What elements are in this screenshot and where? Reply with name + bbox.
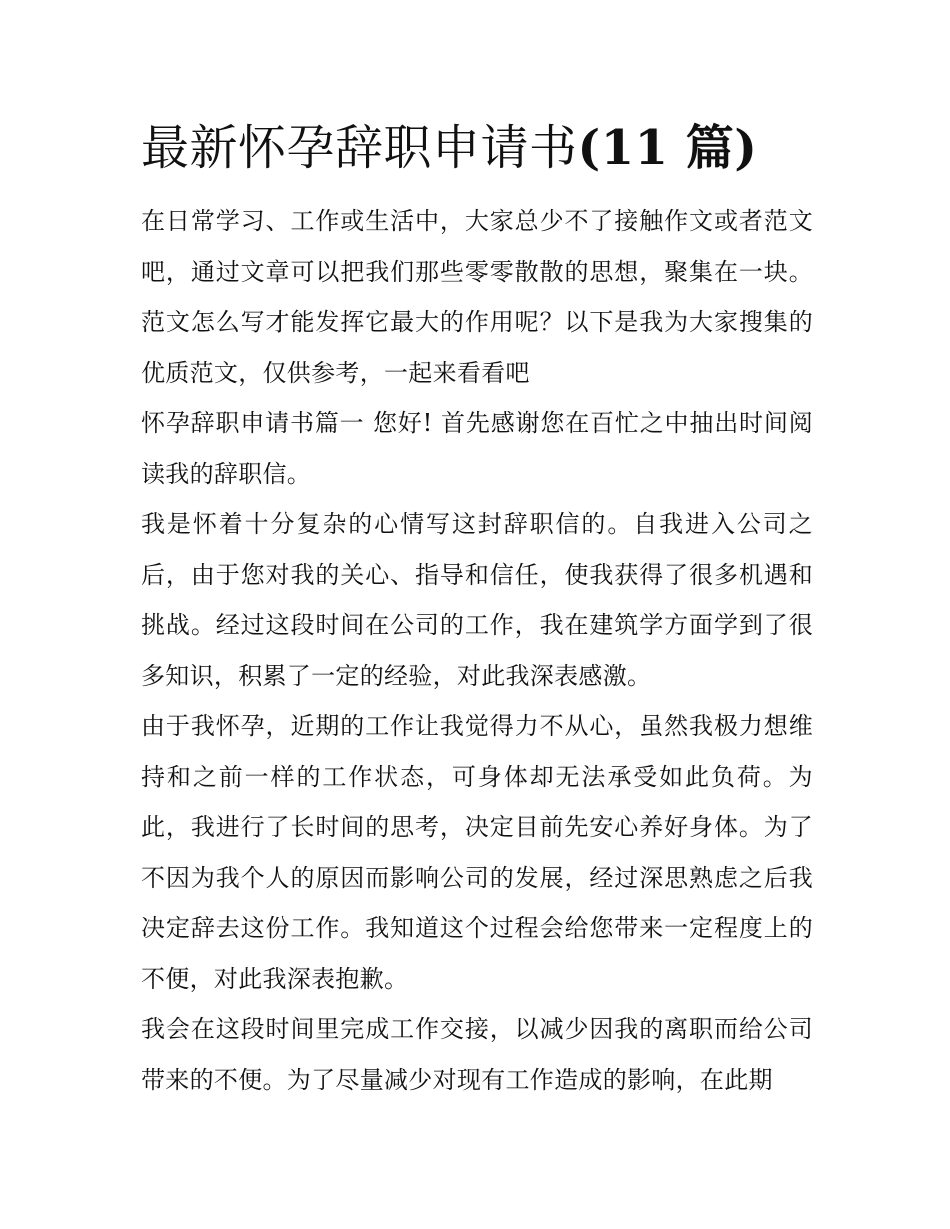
- body-paragraph-gratitude: 我是怀着十分复杂的心情写这封辞职信的。自我进入公司之后，由于您对我的关心、指导和信任，使我获得了很多机遇和挑战。经过这段时间在公司的工作，我在建筑学方面学到了很多知识，积累了一定的经验，对此我深表感激。: [141, 510, 813, 690]
- document-title-main: 最新怀孕辞职申请书: [141, 120, 578, 176]
- intro-paragraph: 在日常学习、工作或生活中，大家总少不了接触作文或者范文吧，通过文章可以把我们那些零零散散的思想，聚集在一块。范文怎么写才能发挥它最大的作用呢？以下是我为大家搜集的优质范文，仅供参考，一起来看看吧: [141, 207, 813, 387]
- body-paragraph-greeting: 怀孕辞职申请书篇一 您好! 首先感谢您在百忙之中抽出时间阅读我的辞职信。: [141, 409, 813, 488]
- body-paragraph-handover: 我会在这段时间里完成工作交接，以减少因我的离职而给公司带来的不便。为了尽量减少对现有工作造成的影响，在此期: [141, 1015, 813, 1094]
- document-title-suffix: (11 篇): [577, 120, 758, 176]
- document-title: [141, 112, 813, 184]
- body-paragraph-reason: 由于我怀孕，近期的工作让我觉得力不从心，虽然我极力想维持和之前一样的工作状态，可身体却无法承受如此负荷。为此，我进行了长时间的思考，决定目前先安心养好身体。为了不因为我个人的原因而影响公司的发展，经过深思熟虑之后我决定辞去这份工作。我知道这个过程会给您带来一定程度上的不便，对此我深表抱歉。: [141, 712, 813, 993]
- document-page: [141, 112, 813, 1105]
